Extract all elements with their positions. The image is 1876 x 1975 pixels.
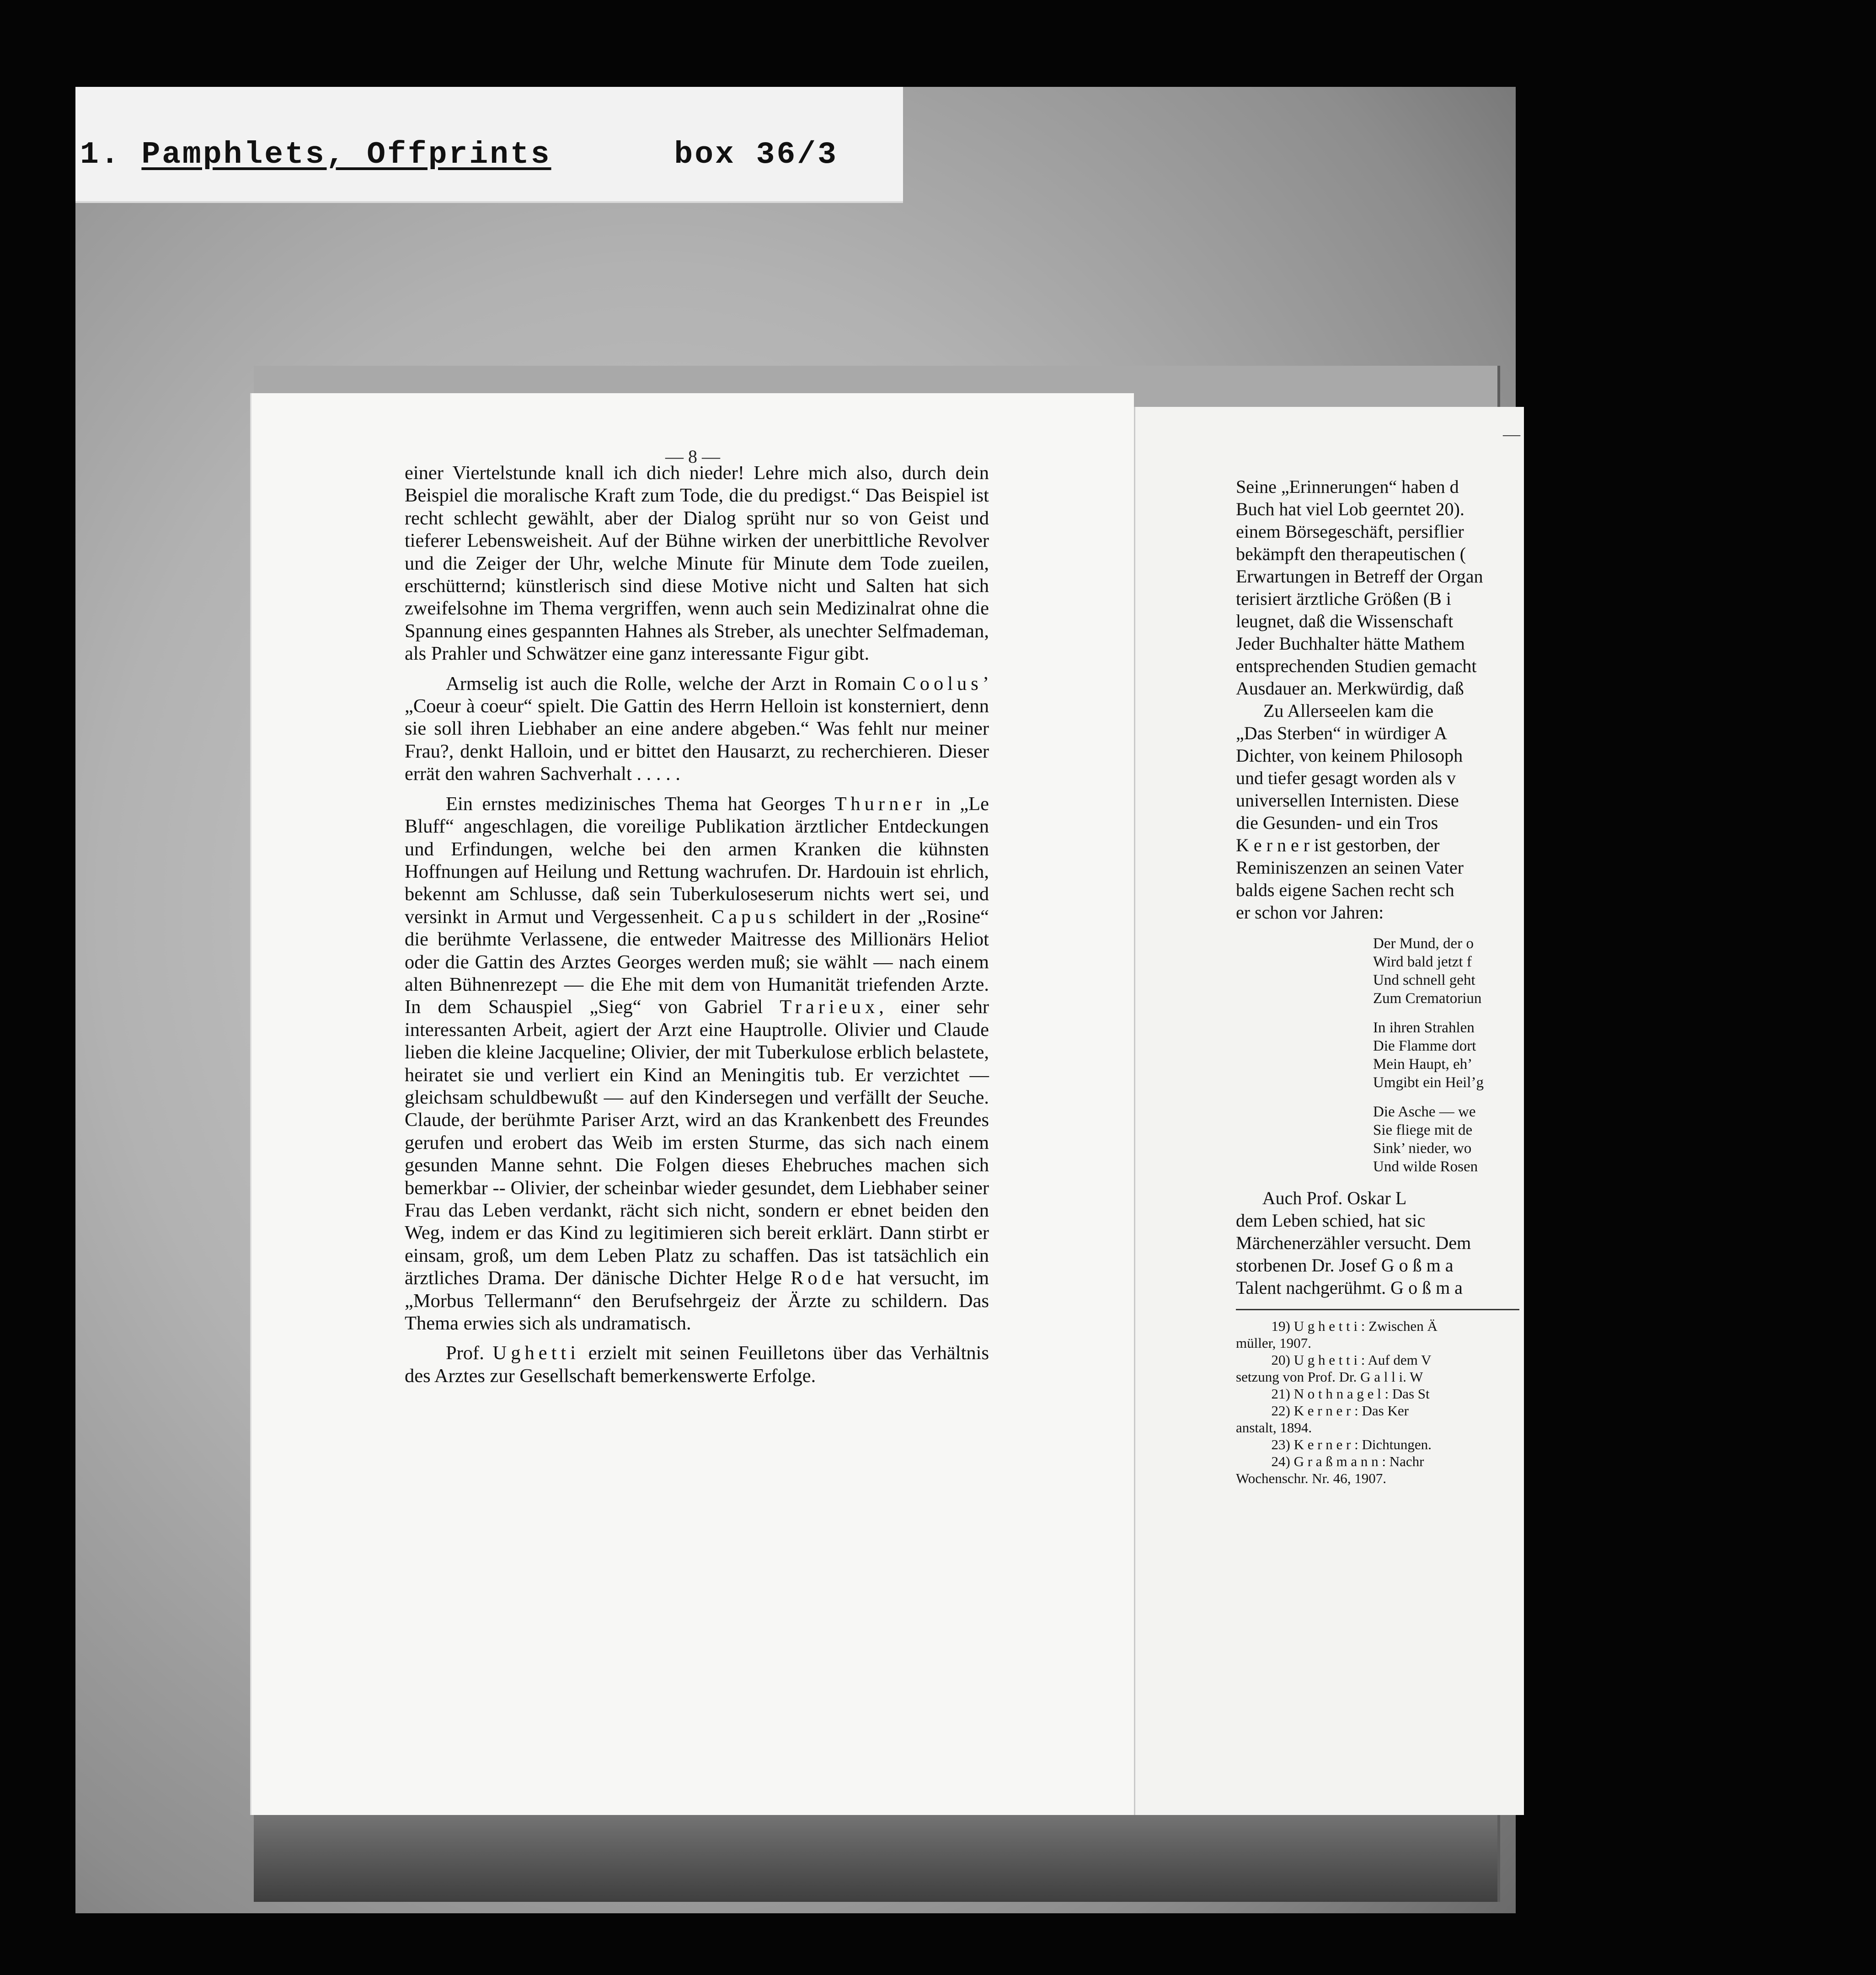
paragraph [405,462,989,665]
text-line: dem Leben schied, hat sic [1236,1210,1426,1231]
text-run: hat versucht, im „Morbus Tellermann“ den Berufsehrgeiz der Ärzte zu schildern. Das Thema erwies sich als undramatisch. [405,1267,989,1334]
footnote-line: 19) U g h e t t i : Zwischen Ä [1236,1318,1438,1334]
spaced-name: Rode [791,1267,848,1289]
stanza-gap [1236,1008,1876,1019]
text-run: Prof. [446,1342,493,1364]
spaced-name: Capus [711,906,780,928]
text-run: einer Viertelstunde knall ich dich nieder! Lehre mich also, durch dein Beispiel die moralische Kraft zum Tode, die du predigst.“ Das Beispiel ist recht schlecht gewählt, aber der Dialog sprüht nur so von Geist und tieferer Lebensweisheit. Auf der Bühne wirken der unerbittliche Revolver und die Zeiger der Uhr, welche Minute für Minute dem Tode zueilen, erschütternd; künstlerisch sind diese Motive nicht und Salten hat sich zweifelsohne im Thema vergriffen, wenn auch sein Medizinalrat ohne die Spannung eines gespannten Hahnes als Streber, als unechter Selfmademan, als Prahler und Schwätzer eine ganz interessante Figur gibt. [405,462,989,665]
text-line: Ausdauer an. Merkwürdig, daß [1236,678,1464,699]
poem-line: Und schnell geht [1373,972,1475,988]
text-line: einem Börsegeschäft, persiflier [1236,521,1464,542]
left-page [251,393,1134,1815]
poem-line: Die Asche — we [1373,1104,1476,1120]
footnote-line: anstalt, 1894. [1236,1420,1312,1436]
text-run: schildert in der „Rosine“ die berühmte Verlassene, die entweder Maitresse des Millionärs Heliot oder die Gattin des Arztes Georges werden muß; sie wählt — nach einem alten Bühnenrezept — die Ehe mit dem von Humanität triefenden Arzte. In dem Schauspiel „Sieg“ von Gabriel [405,906,989,1018]
right-page-number-dash: — [1503,425,1520,444]
spaced-name: Coolus [903,673,983,694]
text-run: , einer sehr interessanten Arbeit, agiert der Arzt eine Hauptrolle. Olivier und Claude lieben die kleine Jacqueline; Olivier, der mit Tuberkulose erblich belastete, heiratet sie und verliert ein Kind an Meningitis tub. Er verzichtet — gleichsam schuldbewußt — auf den Kindersegen und verfällt der Seuche. Claude, der berühmte Pariser Arzt, wird an das Krankenbett des Freundes gerufen und erobert das Weib im ersten Sturme, das sich nach einem gesunden Manne sehnt. Die Folgen dieses Ehebruches machen sich bemerkbar -- Olivier, der scheinbar wieder gesundet, dem Liebhaber seiner Frau das Leben verdankt, rächt sich nicht, sondern er ebnet beiden den Weg, indem er das Kind zu legitimieren sich bereit erklärt. Dann stirbt er einsam, groß, um dem Leben Platz zu schaffen. Das ist tatsächlich ein ärztliches Drama. Der dänische Dichter Helge [405,996,989,1289]
poem-line: Wird bald jetzt f [1373,954,1472,970]
footnote-line: Wochenschr. Nr. 46, 1907. [1236,1470,1386,1486]
text-line: entsprechenden Studien gemacht [1236,656,1477,676]
text-line: Märchenerzähler versucht. Dem [1236,1233,1471,1253]
paragraph [405,673,989,785]
right-page [1134,407,1524,1815]
spaced-name: Trarieux [780,996,879,1018]
poem-line: Der Mund, der o [1373,935,1474,952]
text-line: storbenen Dr. Josef G o ß m a [1236,1255,1454,1276]
poem-line: Umgibt ein Heil’g [1373,1074,1484,1091]
text-line: Zu Allerseelen kam die [1236,700,1434,721]
page-number: — 8 — [665,446,720,467]
text-line: leugnet, daß die Wissenschaft [1236,611,1454,631]
poem-line: Mein Haupt, eh’ [1373,1056,1473,1073]
text-run: Armselig ist auch die Rolle, welche der Arzt in Romain [446,673,903,694]
text-line: K e r n e r ist gestorben, der [1236,835,1440,855]
label-box: box 36/3 [674,137,838,172]
paragraph [405,1342,989,1387]
footnote-line: setzung von Prof. Dr. G a l l i. W [1236,1369,1423,1385]
text-line: bekämpft den therapeutischen ( [1236,544,1466,564]
text-line: und tiefer gesagt worden als v [1236,768,1456,788]
text-line: Talent nachgerühmt. G o ß m a [1236,1277,1463,1298]
right-page-body [1236,475,1876,1487]
text-line: Jeder Buchhalter hätte Mathem [1236,633,1465,654]
text-line: „Das Sterben“ in würdiger A [1236,723,1448,743]
poem-line: Und wilde Rosen [1373,1158,1478,1175]
archive-label-text [80,137,838,172]
footnote-line: 20) U g h e t t i : Auf dem V [1236,1352,1432,1368]
spaced-name: Ughetti [492,1342,580,1364]
paragraph [405,793,989,1335]
text-line: Reminiszenzen an seinen Vater [1236,857,1464,878]
text-run: ’ „Coeur à coeur“ spielt. Die Gattin des Herrn Helloin ist konsterniert, denn sie soll ihren Liebhaber an eine andere abgeben.“ Was fehlt nur meiner Frau?, denkt Halloin, und er bittet den Hausarzt, zu recherchieren. Dieser errät den wahren Sachverhalt . . . . . [405,673,989,785]
spaced-name: Thurner [834,793,926,815]
text-line: Erwartungen in Betreff der Organ [1236,566,1483,587]
text-run: Ein ernstes medizinisches Thema hat Georges [446,793,835,815]
text-line: Dichter, von keinem Philosoph [1236,745,1463,766]
footnote-line: müller, 1907. [1236,1335,1311,1351]
footnote-rule [1236,1309,1519,1310]
text-run: erzielt mit seinen Feuilletons über das Verhältnis des Arztes zur Gesellschaft bemerkenswerte Erfolge. [405,1342,989,1387]
poem-line: In ihren Strahlen [1373,1020,1475,1036]
footnote-line: 22) K e r n e r : Das Ker [1236,1403,1409,1419]
label-collection: 1. [80,137,121,172]
text-line: er schon vor Jahren: [1236,902,1384,923]
left-page-body [405,462,989,1394]
microfilm-frame [75,87,1520,1913]
text-line: die Gesunden- und ein Tros [1236,812,1438,833]
poem-line: Sie fliege mit de [1373,1122,1473,1138]
text-line: Buch hat viel Lob geerntet 20). [1236,499,1464,519]
label-title: Pamphlets, Offprints [141,137,551,172]
spacer [1236,923,1876,934]
poem-line: Die Flamme dort [1373,1038,1476,1054]
text-line: Seine „Erinnerungen“ haben d [1236,476,1459,497]
archive-label [75,87,903,203]
poem-line: Zum Crematoriun [1373,990,1482,1007]
poem-line: Sink’ nieder, wo [1373,1140,1472,1157]
stanza-gap [1236,1176,1876,1187]
text-line: terisiert ärztliche Größen (B i [1236,588,1451,609]
footnote-line: 21) N o t h n a g e l : Das St [1236,1386,1430,1402]
text-line: universellen Internisten. Diese [1236,790,1459,811]
footnote-line: 24) G r a ß m a n n : Nachr [1236,1453,1424,1469]
stanza-gap [1236,1092,1876,1103]
text-line: balds eigene Sachen recht sch [1236,880,1454,900]
text-run: in „Le Bluff“ angeschlagen, die voreilige Publikation ärztlicher Entdeckungen und Erfindungen, welche bei den armen Kranken die kühnsten Hoffnungen auf Heilung und Rettung wachrufen. Dr. Hardouin ist ehrlich, bekennt am Schlusse, daß sein Tuberkuloseserum nichts wert sei, und versinkt in Armut und Vergessenheit. [405,793,989,928]
footnote-line: 23) K e r n e r : Dichtungen. [1236,1436,1432,1452]
text-line: Auch Prof. Oskar L [1236,1188,1407,1208]
